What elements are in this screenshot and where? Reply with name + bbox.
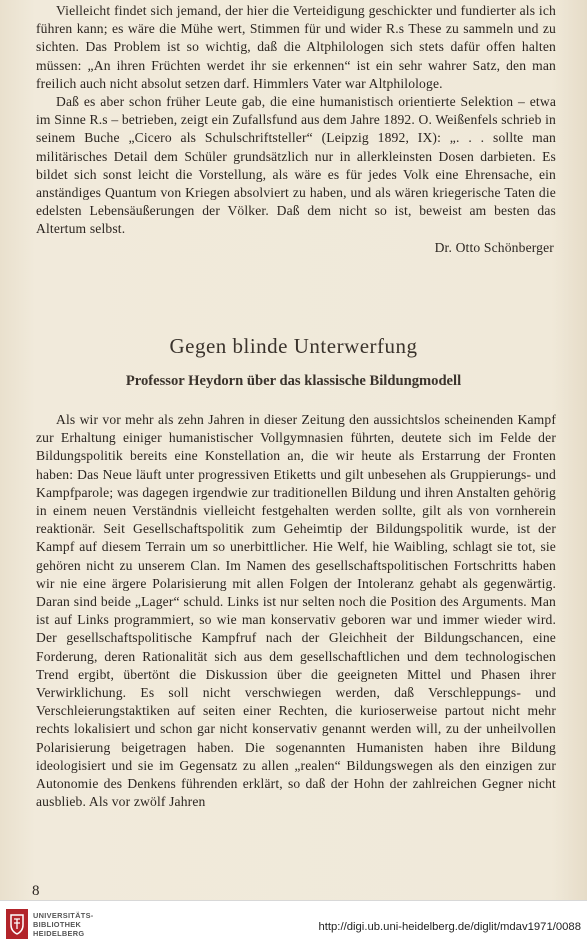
page-number: 8 [32, 883, 40, 899]
paragraph: Vielleicht findet sich jemand, der hier die Verteidigung geschickter und fundierter als ich führen kann; es wäre die Mühe wert, Stimmen für und wider R.s These zu sammeln und zu sichten. Das Problem ist so wichtig, daß die Altphilologen sich stets dafür offen halten müssen: „An ihren Früchten werdet ihr sie erkennen“ ist ein sehr wahrer Satz, den man freilich auch nicht absolut setzen darf. Himmlers Vater war Altphilologe. [36, 3, 556, 91]
paragraph: Daß es aber schon früher Leute gab, die eine humanistisch orientierte Selektion – etwa im Sinne R.s – betrieben, zeigt ein Zufallsfund aus dem Jahre 1892. O. Weißenfels schrieb in seinem Buche „Cicero als Schulschriftsteller“ (Leipzig 1892, IX): „. . . sollte man militärisches Detail dem Schüler grundsätzlich nur in allerkleinsten Dosen darbieten. Es bildet sich sonst leicht die Vorstellung, als wäre es für jedes Volk eine Ehrensache, ein anständiges Quantum von Kriegen absolviert zu haben, und als wären kriegerische Taten die edelsten Lebensäußerungen der Völker. Daß dem nicht so ist, beweist am besten das Altertum selbst. [36, 94, 556, 237]
paragraph: Als wir vor mehr als zehn Jahren in dieser Zeitung den aussichtslos scheinenden Kampf zur Erhaltung einiger humanistischer Vollgymnasien führten, deutete sich im Felde der Bildungspolitik bereits eine Konstellation an, die wir heute als Erstarrung der Fronten haben: Das Neue läuft unter progressiven Etiketts und gilt unbesehen als Gruppierungs- und Kampfparole; was dagegen irgendwie zur traditionellen Bildung und ihren Anstalten gehörig in einem neuen Verständnis vielleicht festgehalten werden sollte, gilt als von vornherein reaktionär. Seit Gesellschaftspolitik zum Geheimtip der Bildungspolitik wurde, ist der Kampf auf diesem Terrain um so unerbittlicher. Hie Welf, hie Waibling, schlagt sie tot, sie gehören nicht zu unserem Clan. Im Namen des gesellschaftspolitischen Fortschritts haben wir nie eine ärgere Polarisierung mit allen Folgen der Intoleranz gehabt als gegenwärtig. Daran sind beide „Lager“ schuld. Links ist nur selten noch die Position des Arguments. Man ist auf Links programmiert, so wie man konservativ geboren war und immer wieder wird. Der gesellschaftspolitische Kampfruf nach der Gleichheit der Bildungschancen, eine Forderung, deren Rationalität sich aus dem gesellschaftlichen und dem technologischen Trend ergibt, übertönt die Diskussion über die geeigneten Mittel und Phasen ihrer Verwirklichung. Es soll nicht verschwiegen werden, daß Verschleppungs- und Verschleierungstaktiken auf seiten einer Rechten, die kurioserweise partout nicht mehr rechts lokalisiert und schon gar nicht konservativ genannt werden will, zu der unheilvollen Polarisierung beigetragen haben. Die sogenannten Humanisten haben ihre Bildung ideologisiert und sie im Gegensatz zu allen „realen“ Bildungswegen als den einzigen zur Autonomie des Denkens führenden erklärt, so daß der Hohn der zahlreichen Gegner nicht ausblieb. Als vor zwölf Jahren [36, 412, 556, 810]
library-name [33, 911, 94, 938]
logo-line: HEIDELBERG [33, 928, 85, 938]
logo-line: BIBLIOTHEK [33, 919, 82, 929]
article-body-text [36, 411, 556, 811]
library-logo[interactable] [6, 909, 94, 939]
permalink-url[interactable]: http://digi.ub.uni-heidelberg.de/diglit/mdav1971/0088 [318, 921, 581, 933]
author-signature: Dr. Otto Schönberger [434, 239, 554, 255]
logo-line: UNIVERSITÄTS- [33, 910, 94, 920]
previous-article-text [36, 2, 556, 257]
article-subtitle: Professor Heydorn über das klassische Bildungmodell [125, 373, 462, 389]
article-title: Gegen blinde Unterwerfung [169, 334, 418, 358]
library-crest-icon [6, 909, 28, 939]
footer-bar [0, 900, 587, 949]
